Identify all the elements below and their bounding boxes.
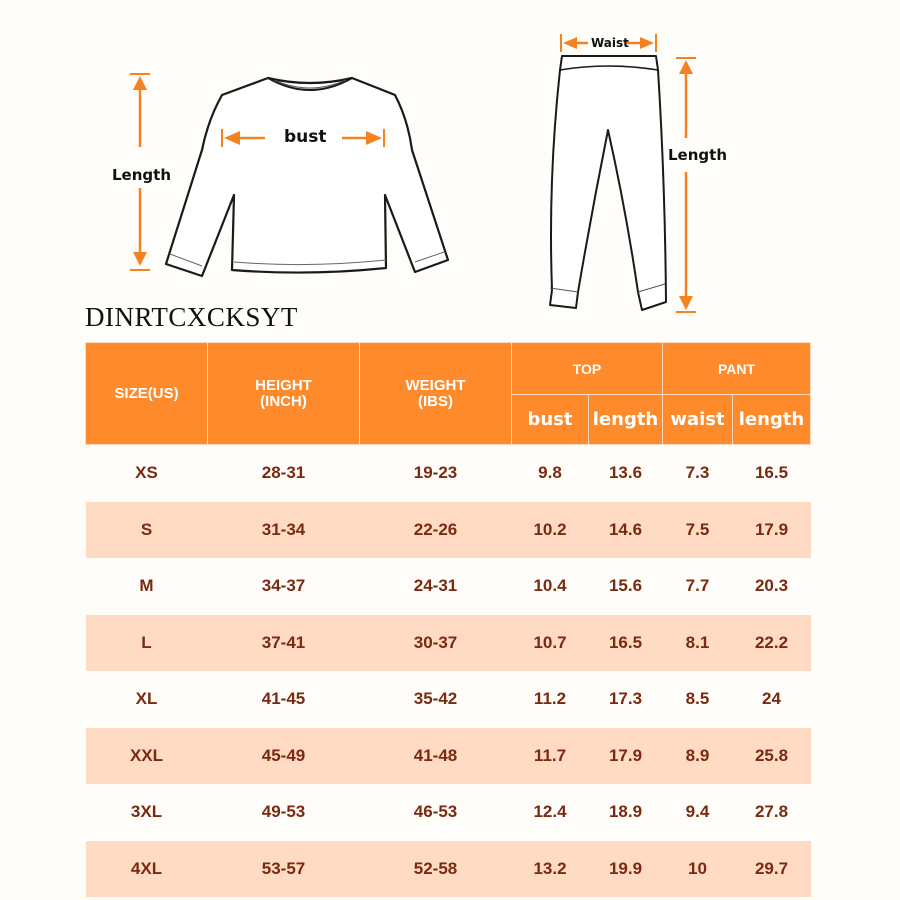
cell-waist: 7.5 — [663, 502, 733, 559]
pants-outline-icon — [530, 20, 750, 330]
cell-waist: 7.7 — [663, 558, 733, 615]
cell-height: 45-49 — [208, 728, 360, 785]
shirt-bust-label: bust — [284, 127, 327, 147]
cell-pant-length: 29.7 — [733, 841, 811, 898]
table-row-l — [86, 615, 811, 672]
pants-diagram — [530, 20, 750, 330]
header-top-group: TOP — [512, 343, 663, 395]
cell-size: 3XL — [86, 784, 208, 841]
table-row-s — [86, 502, 811, 559]
table-row-3xl — [86, 784, 811, 841]
size-chart-table — [85, 342, 811, 897]
header-pant-group: PANT — [663, 343, 811, 395]
cell-bust: 12.4 — [512, 784, 589, 841]
cell-waist: 10 — [663, 841, 733, 898]
table-row-4xl — [86, 841, 811, 898]
table-row-xxl — [86, 728, 811, 785]
header-weight — [360, 343, 512, 445]
header-pant-length: length — [733, 395, 811, 445]
cell-weight: 22-26 — [360, 502, 512, 559]
cell-bust: 9.8 — [512, 445, 589, 502]
cell-bust: 13.2 — [512, 841, 589, 898]
cell-weight: 24-31 — [360, 558, 512, 615]
cell-waist: 7.3 — [663, 445, 733, 502]
cell-height: 53-57 — [208, 841, 360, 898]
table-row-m — [86, 558, 811, 615]
cell-top-length: 13.6 — [589, 445, 663, 502]
cell-weight: 30-37 — [360, 615, 512, 672]
cell-pant-length: 20.3 — [733, 558, 811, 615]
cell-weight: 52-58 — [360, 841, 512, 898]
cell-bust: 10.7 — [512, 615, 589, 672]
cell-size: S — [86, 502, 208, 559]
cell-size: XL — [86, 671, 208, 728]
cell-bust: 10.4 — [512, 558, 589, 615]
table-row-xl — [86, 671, 811, 728]
header-size-label: SIZE(US) — [114, 384, 179, 402]
header-height-line2: (INCH) — [260, 392, 307, 410]
cell-bust: 11.7 — [512, 728, 589, 785]
header-weight-line1: WEIGHT — [405, 376, 466, 394]
cell-weight: 46-53 — [360, 784, 512, 841]
cell-waist: 8.5 — [663, 671, 733, 728]
cell-top-length: 15.6 — [589, 558, 663, 615]
cell-size: XXL — [86, 728, 208, 785]
pants-length-label: Length — [668, 146, 727, 164]
shirt-length-label: Length — [112, 166, 171, 184]
cell-waist: 8.1 — [663, 615, 733, 672]
cell-pant-length: 16.5 — [733, 445, 811, 502]
cell-height: 28-31 — [208, 445, 360, 502]
cell-pant-length: 22.2 — [733, 615, 811, 672]
cell-weight: 41-48 — [360, 728, 512, 785]
cell-pant-length: 17.9 — [733, 502, 811, 559]
cell-top-length: 16.5 — [589, 615, 663, 672]
table-row-xs — [86, 445, 811, 502]
cell-waist: 8.9 — [663, 728, 733, 785]
cell-weight: 19-23 — [360, 445, 512, 502]
header-height-line1: HEIGHT — [255, 376, 312, 394]
cell-size: 4XL — [86, 841, 208, 898]
cell-pant-length: 24 — [733, 671, 811, 728]
cell-weight: 35-42 — [360, 671, 512, 728]
header-pant-waist: waist — [663, 395, 733, 445]
cell-height: 41-45 — [208, 671, 360, 728]
cell-top-length: 14.6 — [589, 502, 663, 559]
shirt-diagram — [90, 40, 470, 300]
cell-height: 34-37 — [208, 558, 360, 615]
cell-size: L — [86, 615, 208, 672]
brand-name: DINRTCXCKSYT — [85, 302, 298, 332]
pants-waist-label: Waist — [591, 36, 629, 50]
cell-top-length: 17.3 — [589, 671, 663, 728]
header-top-bust: bust — [512, 395, 589, 445]
cell-top-length: 18.9 — [589, 784, 663, 841]
header-top-length: length — [589, 395, 663, 445]
cell-height: 49-53 — [208, 784, 360, 841]
cell-waist: 9.4 — [663, 784, 733, 841]
cell-top-length: 17.9 — [589, 728, 663, 785]
cell-size: M — [86, 558, 208, 615]
cell-height: 37-41 — [208, 615, 360, 672]
cell-bust: 10.2 — [512, 502, 589, 559]
cell-size: XS — [86, 445, 208, 502]
cell-bust: 11.2 — [512, 671, 589, 728]
cell-pant-length: 27.8 — [733, 784, 811, 841]
cell-height: 31-34 — [208, 502, 360, 559]
header-size — [86, 343, 208, 445]
header-height — [208, 343, 360, 445]
cell-pant-length: 25.8 — [733, 728, 811, 785]
header-weight-line2: (IBS) — [418, 392, 453, 410]
cell-top-length: 19.9 — [589, 841, 663, 898]
